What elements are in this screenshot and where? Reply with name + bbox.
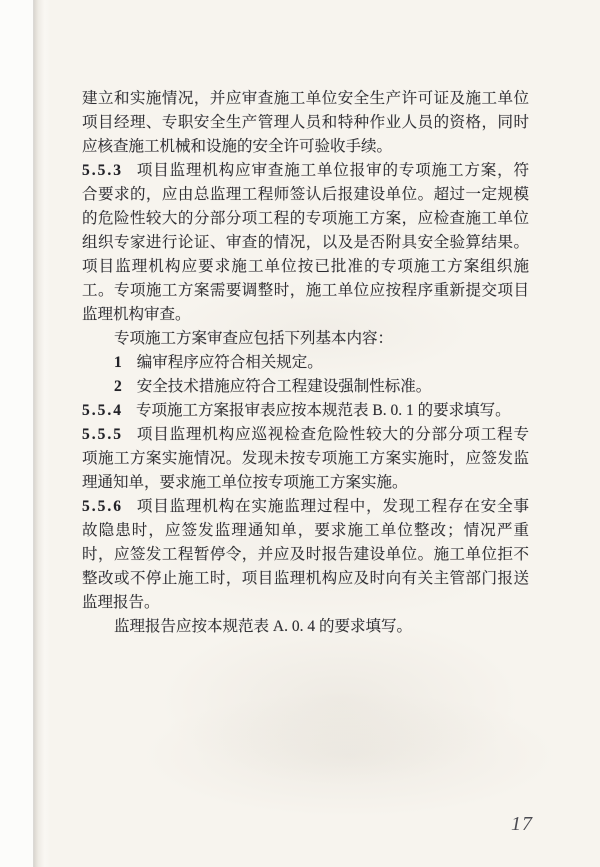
clause-number: 5.5.3: [82, 162, 123, 179]
text-line: 时，应签发工程暂停令，并应及时报告建设单位。施工单位拒不: [82, 546, 529, 563]
text-line: 项施工方案实施情况。发现未按专项施工方案实施时，应签发监: [82, 450, 529, 467]
text-line: 5.5.6 项目监理机构在实施监理过程中，发现工程存在安全事: [82, 498, 529, 515]
text-line: 工。专项施工方案需要调整时，施工单位应按程序重新提交项目: [82, 282, 529, 299]
clause-number: 1: [114, 354, 124, 371]
text-line: 5.5.3 项目监理机构应审查施工单位报审的专项施工方案，符: [82, 162, 529, 179]
text-line: 2 安全技术措施应符合工程建设强制性标准。: [114, 378, 432, 395]
clause-number: 5.5.5: [82, 426, 123, 443]
text-line: 整改或不停止施工时，项目监理机构应及时向有关主管部门报送: [82, 570, 529, 587]
text-line: 的危险性较大的分部分项工程的专项施工方案，应检查施工单位: [82, 210, 529, 227]
page-left-edge: [0, 0, 34, 867]
text-line: 1 编审程序应符合相关规定。: [114, 354, 323, 371]
binding-crease-shadow: [33, 0, 51, 867]
document-text-block: [82, 87, 529, 639]
text-line: 理通知单，要求施工单位按专项施工方案实施。: [82, 474, 408, 491]
clause-number: 5.5.6: [82, 498, 123, 515]
text-line: 合要求的，应由总监理工程师签认后报建设单位。超过一定规模: [82, 186, 529, 203]
text-line: 5.5.5 项目监理机构应巡视检查危险性较大的分部分项工程专: [82, 426, 529, 443]
text-line: 监理报告。: [82, 594, 160, 611]
clause-number: 2: [114, 378, 124, 395]
text-line: 监理机构审查。: [82, 306, 191, 323]
text-line: 5.5.4 专项施工方案报审表应按本规范表 B. 0. 1 的要求填写。: [82, 402, 511, 419]
text-line: 应核查施工机械和设施的安全许可验收手续。: [82, 138, 393, 155]
text-line: 建立和实施情况，并应审查施工单位安全生产许可证及施工单位: [82, 90, 529, 107]
text-line: 项目监理机构应要求施工单位按已批准的专项施工方案组织施: [82, 258, 529, 275]
text-line: 项目经理、专职安全生产管理人员和特种作业人员的资格，同时: [82, 114, 529, 131]
text-line: 组织专家进行论证、审查的情况，以及是否附具安全验算结果。: [82, 234, 529, 251]
page-number: 17: [511, 813, 533, 835]
text-line: 监理报告应按本规范表 A. 0. 4 的要求填写。: [114, 618, 412, 635]
clause-number: 5.5.4: [82, 402, 123, 419]
text-line: 故隐患时，应签发监理通知单，要求施工单位整改；情况严重: [82, 522, 529, 539]
text-line: 专项施工方案审查应包括下列基本内容：: [114, 330, 394, 347]
